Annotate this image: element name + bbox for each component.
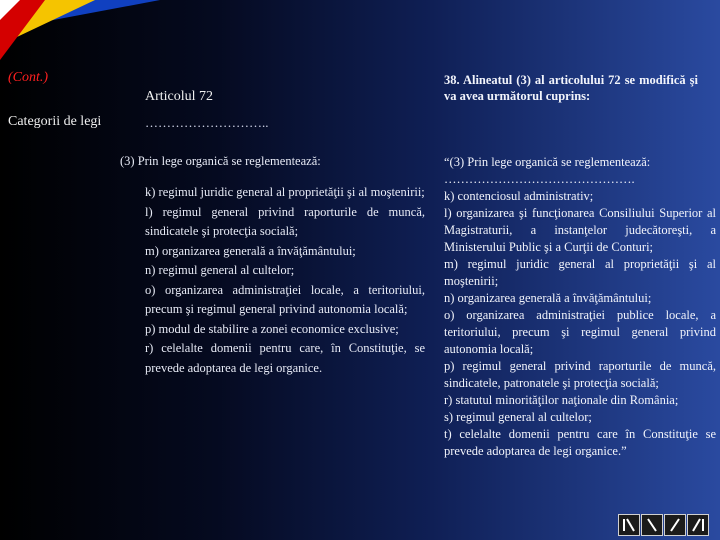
next-slide-icon <box>667 517 683 533</box>
right-item: m) regimul juridic general al proprietăţii şi al moştenirii; <box>444 257 716 288</box>
previous-slide-icon <box>644 517 660 533</box>
right-item: n) organizarea generală a învăţământului; <box>444 291 652 305</box>
first-slide-button[interactable] <box>618 514 640 536</box>
article-title: Articolul 72 <box>145 89 214 104</box>
continuation-label: (Cont.) <box>8 70 49 85</box>
last-slide-icon <box>690 517 706 533</box>
right-item: t) celelalte domenii pentru care în Constituţie se prevede adoptarea de legi organice.” <box>444 427 716 458</box>
ellipsis-left: ……………………….. <box>145 115 269 130</box>
left-item: p) modul de stabilire a zonei economice exclusive; <box>145 321 399 336</box>
left-item: m) organizarea generală a învăţământului; <box>145 243 356 258</box>
left-item: n) regimul general al cultelor; <box>145 263 295 277</box>
previous-slide-button[interactable] <box>641 514 663 536</box>
next-slide-button[interactable] <box>664 514 686 536</box>
right-item: o) organizarea administraţiei publice locale, a teritoriului, precum şi regimul general privind autonomia locală; <box>444 308 716 356</box>
left-item: k) regimul juridic general al proprietăţii şi al moştenirii; <box>145 185 425 199</box>
left-item: r) celelalte domenii pentru care, în Constituţie, se prevede adoptarea de legi organice. <box>145 341 425 375</box>
left-item: o) organizarea administraţiei locale, a teritoriului, precum şi regimul general privind autonomia locală; <box>145 282 425 316</box>
right-item: s) regimul general al cultelor; <box>444 410 592 424</box>
amended-text-column <box>444 154 716 460</box>
flag-rays-decoration <box>0 0 160 60</box>
slide-navigation <box>618 514 709 536</box>
right-item: l) organizarea şi funcţionarea Consiliului Superior al Magistraturii, a instanţelor judecătoreşti, a Ministerului Public şi a Curţii de Conturi; <box>444 206 716 254</box>
right-intro: “(3) Prin lege organică se reglementează: <box>444 155 651 169</box>
right-item: r) statutul minorităţilor naţionale din România; <box>444 393 679 407</box>
first-slide-icon <box>621 517 637 533</box>
amendment-heading: 38. Alineatul (3) al articolului 72 se modifică şi va avea următorul cuprins: <box>444 73 698 103</box>
left-intro: (3) Prin lege organică se reglementează: <box>120 154 321 168</box>
right-item: k) contenciosul administrativ; <box>444 189 594 203</box>
last-slide-button[interactable] <box>687 514 709 536</box>
original-text-column <box>145 183 425 378</box>
left-item: l) regimul general privind raporturile de muncă, sindicatele şi protecţia socială; <box>145 204 425 238</box>
category-label: Categorii de legi <box>8 114 102 129</box>
ellipsis-right: ………………………………………. <box>444 172 635 186</box>
right-item: p) regimul general privind raporturile de muncă, sindicatele, patronatele şi protecţia socială; <box>444 359 716 390</box>
